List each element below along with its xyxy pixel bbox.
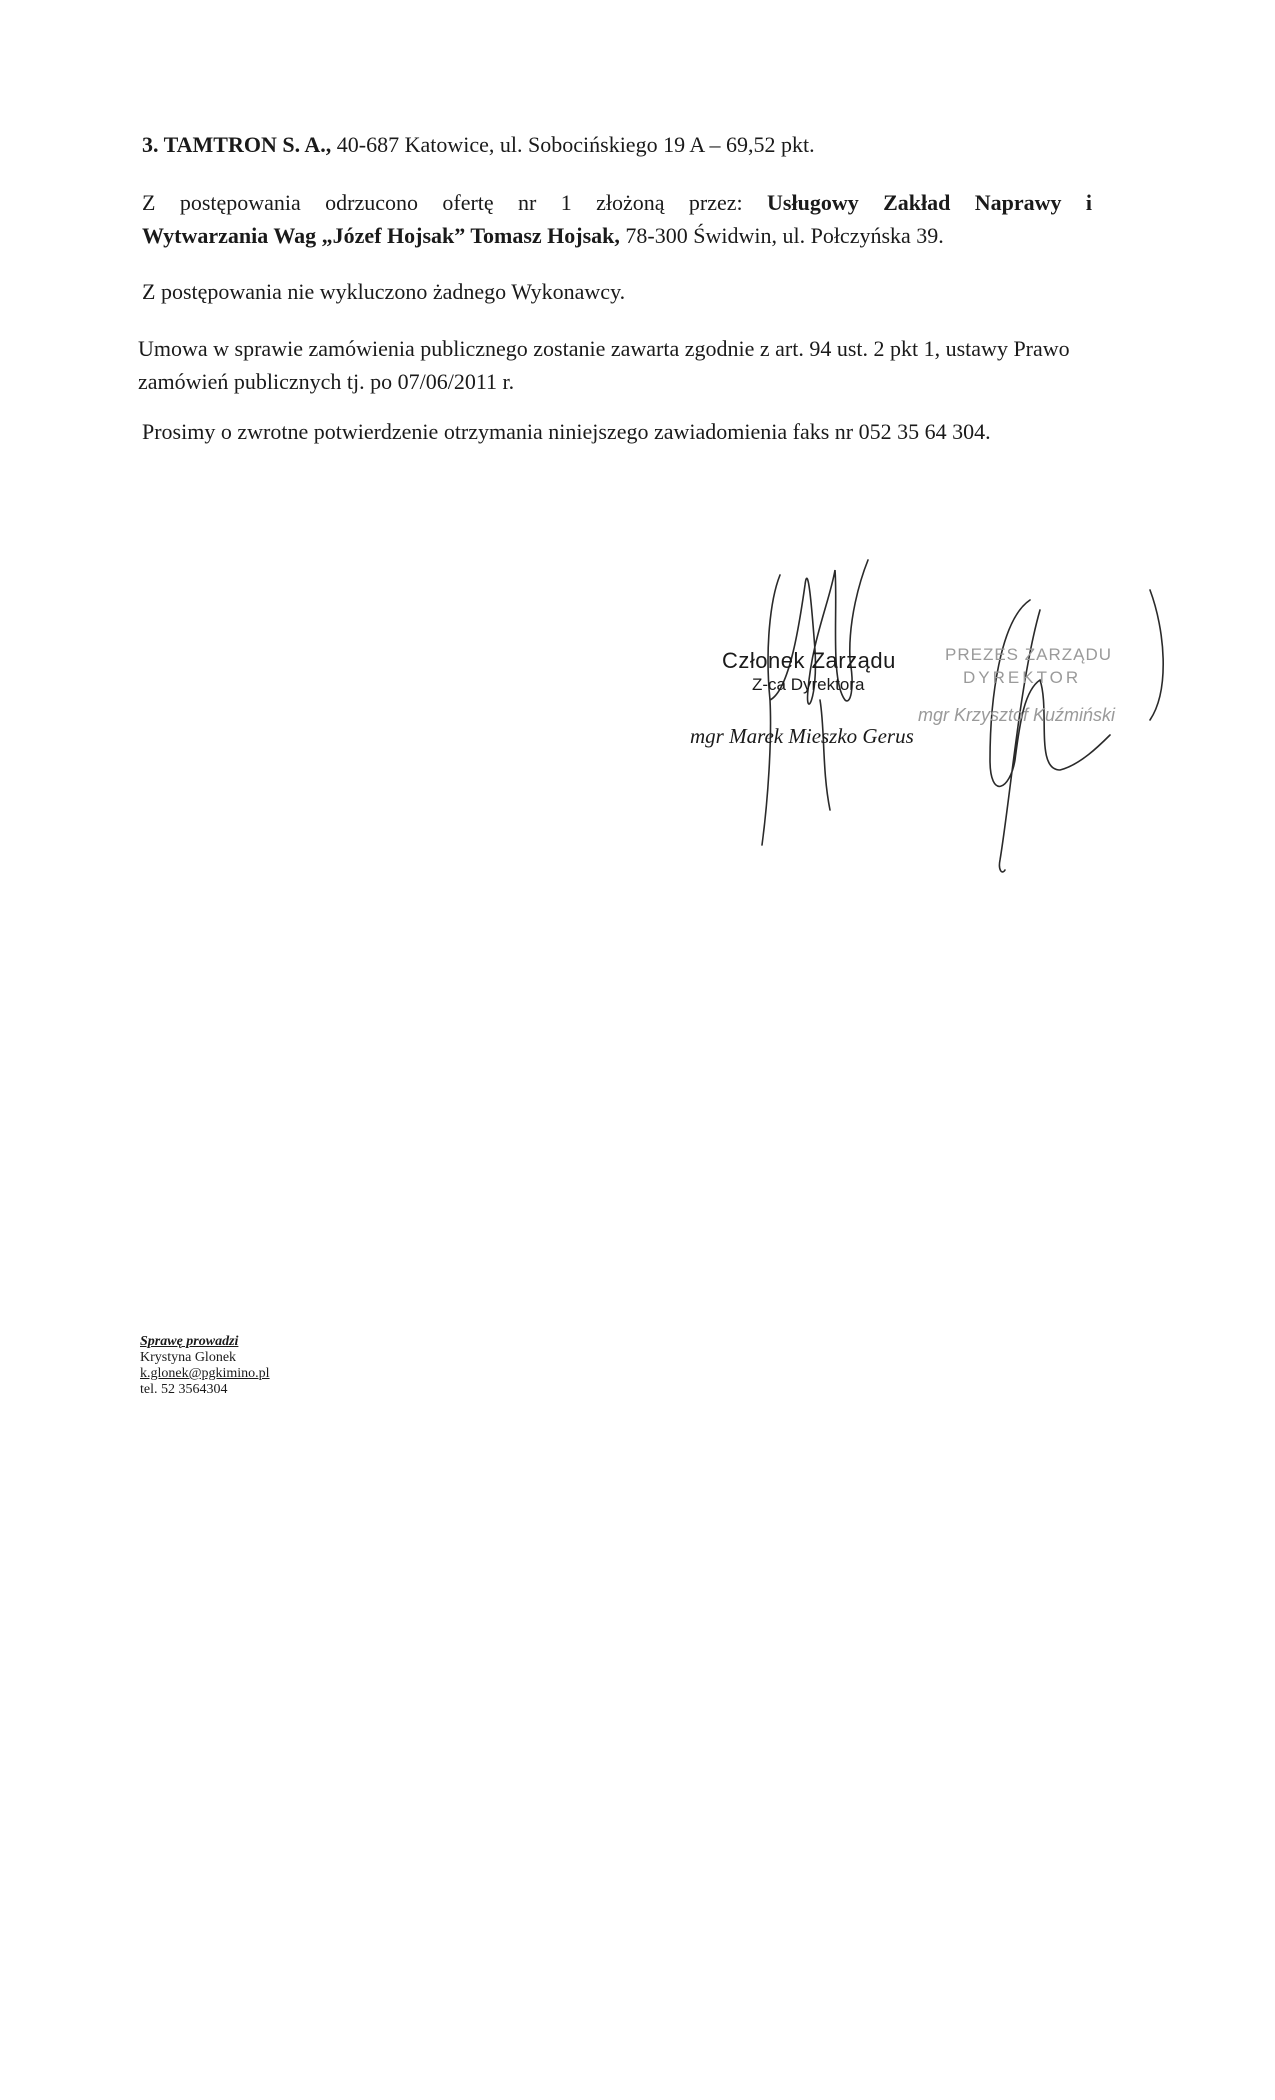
signature-left	[762, 560, 868, 845]
footer-name: Krystyna Glonek	[140, 1350, 237, 1365]
stamp-right-name: mgr Krzysztof Kuźmiński	[918, 705, 1116, 725]
stamp-right-role: DYREKTOR	[963, 668, 1082, 687]
stamp-left-role: Z-ca Dyrektora	[752, 675, 865, 694]
rejection-intro: Z postępowania odrzucono ofertę nr 1 złożoną przez:	[142, 190, 768, 215]
footer-email-link[interactable]: k.glonek@pgkimino.pl	[140, 1366, 270, 1381]
footer-title: Sprawę prowadzi	[140, 1334, 239, 1349]
request-paragraph: Prosimy o zwrotne potwierdzenie otrzymania niniejszego zawiadomienia faks nr 052 35 64 304.	[142, 419, 991, 444]
company-name: 3. TAMTRON S. A.,	[142, 132, 332, 157]
exclusion-paragraph: Z postępowania nie wykluczono żadnego Wykonawcy.	[142, 279, 626, 304]
contract-paragraph: Umowa w sprawie zamówienia publicznego zostanie zawarta zgodnie z art. 94 ust. 2 pkt 1, ustawy Prawo zamówień publicznych tj. po 07/06/2011 r.	[138, 336, 1070, 394]
signature-right	[990, 590, 1163, 872]
rejected-company-line1: Usługowy Zakład Naprawy i	[767, 190, 1092, 215]
rejected-company-line2: Wytwarzania Wag „Józef Hojsak” Tomasz Hojsak,	[142, 223, 620, 248]
stamp-right-position: PREZES ZARZĄDU	[945, 645, 1113, 664]
company-address-score: 40-687 Katowice, ul. Sobocińskiego 19 A – 69,52 pkt.	[331, 132, 815, 157]
footer-phone: tel. 52 3564304	[140, 1382, 228, 1397]
stamp-left-position: Członek Zarządu	[722, 648, 896, 673]
rejected-company-address: 78-300 Świdwin, ul. Połczyńska 39.	[619, 223, 944, 248]
stamp-left-name: mgr Marek Mieszko Gerus	[690, 724, 914, 748]
